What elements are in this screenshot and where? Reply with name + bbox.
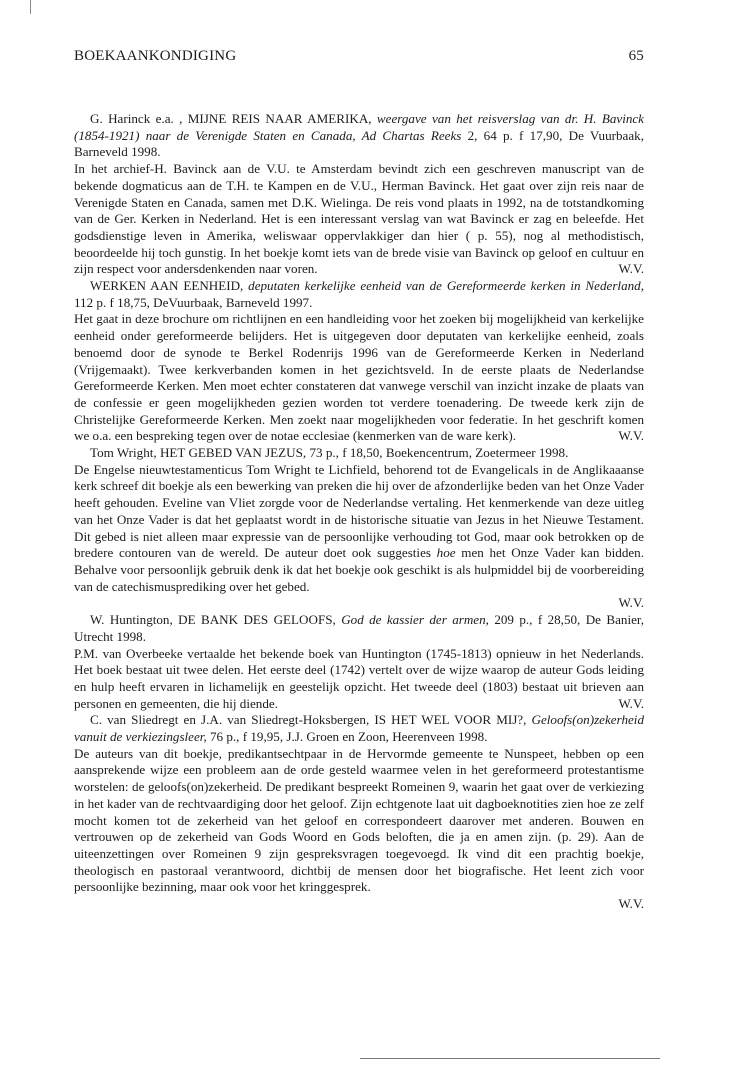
review-citation: C. van Sliedregt en J.A. van Sliedregt-Hoksbergen, IS HET WEL VOOR MIJ?, Geloofs(on)zekerheid vanuit de verkiezingsleer, 76 p., f 19,95, J.J. Groen en Zoon, Heerenveen 1998. <box>74 712 644 745</box>
review-signoff: W.V. <box>618 896 644 912</box>
review-body: Het gaat in deze brochure om richtlijnen en een handleiding voor het zoeken bij mogelijkheid van kerkelijke eenheid onder gereformeerde belijders. Het is uitgegeven door deputaten van kerkelijke eenheid, zoals benoemd door de synode te Berkel Rodenrijs 1996 van de Gereformeerde Kerken in Nederland (Vrijgemaakt). Twee kerkverbanden komen in het gezichtsveld. In de eerste plaats de Nederlandse Gereformeerde Kerken. Men moet echter constateren dat vanwege verschil van inzicht inzake de plaats van de confessie er geen mogelijkheden gezien worden tot verdere toenadering. De tweede kerk zijn de Christelijke Gereformeerde Kerken. Men zoekt naar mogelijkheden voor federatie. In het geschrift komen we o.a. een bespreking tegen over de notae ecclesiae (kenmerken van de ware kerk). W.V. <box>74 311 644 444</box>
running-head <box>74 48 644 65</box>
page-edge-mark <box>30 0 31 14</box>
review-citation: G. Harinck e.a. , MIJNE REIS NAAR AMERIKA, weergave van het reisverslag van dr. H. Bavinck (1854-1921) naar de Verenigde Staten en Canada, Ad Chartas Reeks 2, 64 p. f 17,90, De Vuurbaak, Barneveld 1998. <box>74 111 644 160</box>
review-body: De Engelse nieuwtestamenticus Tom Wright te Lichfield, behorend tot de Evangelicals in de Anglikaaanse kerk schreef dit boekje als een bewerking van preken die hij over de afzonderlijke beden van het Onze Vader heeft gehouden. Eveline van Vliet zorgde voor de Nederlandse vertaling. Het kenmerkende van deze uitleg van het Onze Vader is dat het geplaatst wordt in de historische situatie van Jezus in het Nieuwe Testament. Dit gebed is niet alleen maar expressie van de persoonlijke verhouding tot God, maar ook betrokken op de bredere contouren van de wereld. De auteur doet ook suggesties hoe men het Onze Vader kan bidden. Behalve voor persoonlijk gebruik denk ik dat het boekje ook geschikt is als hulpmiddel bij de voorbereiding van de catechismusprediking over het gebed. <box>74 461 644 594</box>
section-title: BOEKAANKONDIGING <box>74 48 237 64</box>
review-bank-des-geloofs <box>74 612 644 712</box>
review-bavinck <box>74 111 644 278</box>
review-citation: WERKEN AAN EENHEID, deputaten kerkelijke eenheid van de Gereformeerde kerken in Nederland, 112 p. f 18,75, DeVuurbaak, Barneveld 1997. <box>74 278 644 310</box>
review-list <box>74 111 644 913</box>
review-signoff: W.V. <box>618 428 644 444</box>
review-signoff: W.V. <box>618 695 644 711</box>
review-werken-aan-eenheid <box>74 278 644 445</box>
review-signoff: W.V. <box>618 261 644 277</box>
document-page <box>74 48 644 913</box>
review-body: P.M. van Overbeeke vertaalde het bekende boek van Huntington (1745-1813) opnieuw in het Nederlands. Het boek bestaat uit twee delen. Het eerste deel (1742) vertelt over de wijze waarop de auteur Gods leiding en hulp heeft ervaren in lichamelijk en geestelijk opzicht. Het tweede deel (1803) bestaat uit brieven aan personen en gemeenten, die hij diende. W.V. <box>74 645 644 711</box>
page-bottom-edge <box>360 1058 660 1059</box>
review-citation: W. Huntington, DE BANK DES GELOOFS, God de kassier der armen, 209 p., f 28,50, De Banier, Utrecht 1998. <box>74 612 645 644</box>
review-body: De auteurs van dit boekje, predikantsechtpaar in de Hervormde gemeente te Nunspeet, hebben op een aansprekende wijze een probleem aan de orde gesteld waarmee velen in het gereformeerd protestantisme worstelen: de geloofs(on)zekerheid. De predikant bespreekt Romeinen 9, waarin het gaat over de verkiezing in het kader van de rechtvaardiging door het geloof. Zijn echtgenote laat uit dagboeknotities zien hoe ze zelf mocht komen tot de zekerheid van het geloof en correspondeert daarover met anderen. Bouwen en vertrouwen op de zekerheid van Gods Woord en Gods beloften, die ja en amen zijn. (p. 29). Aan de uiteenzettingen over Romeinen 9 zijn gespreksvragen toegevoegd. Ik vind dit een prachtig boekje, theologisch en pastoraal verantwoord, dichtbij de mensen door het biografische. Het leent zich voor persoonlijke bezinning, maar ook voor het kringgesprek. <box>74 745 644 895</box>
page-number: 65 <box>628 48 644 64</box>
review-body: In het archief-H. Bavinck aan de V.U. te Amsterdam bevindt zich een geschreven manuscript van de bekende dogmaticus aan de T.H. te Kampen en de V.U., Herman Bavinck. Het gaat over zijn reis naar de Verenigde Staten en Canada, samen met D.K. Wielinga. De reis vond plaats in 1992, na de totstandkoming van de Ger. Kerken in Nederland. Het is een interessant verslag van wat Bavinck er zag en beleefde. Het godsdienstige leven in Amerika, weliswaar oppervlakkiger dan hier ( p. 55), nog al methodistisch, beoordeelde hij toch gunstig. In het boekje komt iets van de brede visie van Bavinck op geloof en cultuur en zijn respect voor andersdenkenden naar voren. W.V. <box>74 161 644 277</box>
review-is-het-wel-voor-mij <box>74 712 644 912</box>
review-citation: Tom Wright, HET GEBED VAN JEZUS, 73 p., f 18,50, Boekencentrum, Zoetermeer 1998. <box>90 445 569 461</box>
review-signoff: W.V. <box>618 595 644 611</box>
review-gebed-van-jezus <box>74 445 644 612</box>
